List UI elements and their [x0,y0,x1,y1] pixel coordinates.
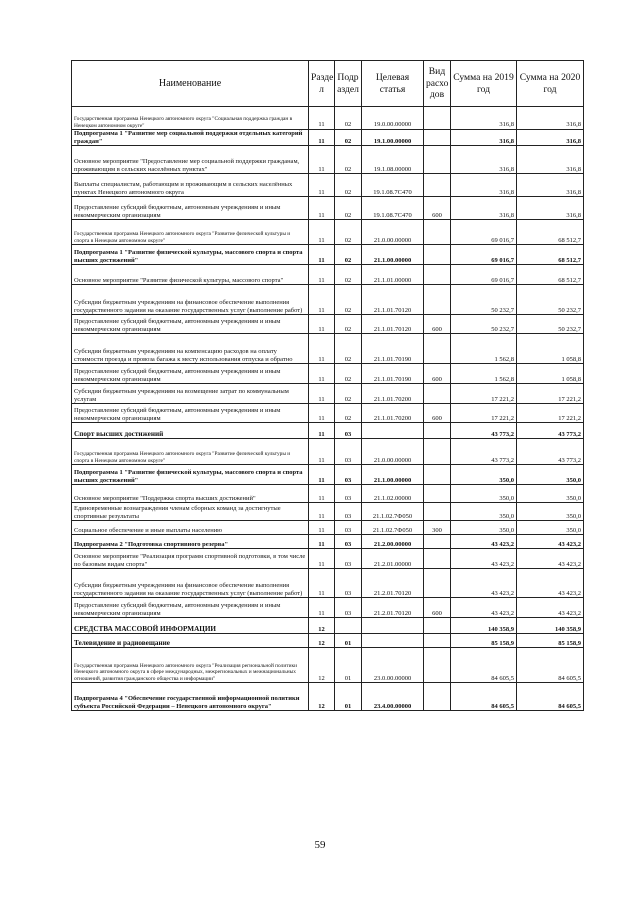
row-target: 21.2.01.00000 [362,549,424,569]
row-podrazdel: 01 [335,634,362,648]
row-target: 19.0.00.00000 [362,107,424,130]
table-row [72,197,584,220]
row-sum-2020: 50 232,7 [517,285,584,315]
row-sum-2020: 1 058,8 [517,334,584,364]
row-podrazdel: 03 [335,549,362,569]
row-sum-2020: 316,8 [517,197,584,220]
header-podrazdel: Подр аздел [335,61,362,107]
row-sum-2019: 17 221,2 [451,404,517,423]
row-razdel: 11 [309,107,335,130]
table-row [72,265,584,285]
row-vid [424,648,451,683]
budget-sheet [71,60,583,711]
row-target: 21.1.01.70120 [362,315,424,334]
row-sum-2020: 43 423,2 [517,569,584,598]
row-podrazdel: 02 [335,334,362,364]
table-row [72,174,584,197]
row-razdel: 11 [309,465,335,485]
header-row [72,61,584,107]
row-name: Единовременные вознаграждения членам сборных команд за достигнутые спортивные результаты [72,503,309,521]
row-name: Телевидение и радиовещание [72,634,309,648]
row-sum-2019: 17 221,2 [451,384,517,404]
row-vid [424,285,451,315]
row-name: Субсидии бюджетным учреждениям на финансовое обеспечение выполнения государственного задания на оказание государственных услуг (выполнение работ) [72,569,309,598]
row-target: 21.1.01.70190 [362,334,424,364]
row-podrazdel: 03 [335,569,362,598]
row-vid [424,439,451,465]
table-row [72,439,584,465]
row-vid [424,220,451,245]
row-vid [424,535,451,549]
row-vid [424,503,451,521]
row-target: 23.4.00.00000 [362,683,424,711]
row-sum-2020: 43 773,2 [517,439,584,465]
row-podrazdel: 02 [335,107,362,130]
row-razdel: 11 [309,404,335,423]
row-sum-2019: 316,8 [451,130,517,146]
row-razdel: 12 [309,683,335,711]
row-sum-2020: 350,0 [517,503,584,521]
row-sum-2019: 84 605,5 [451,648,517,683]
row-sum-2020: 316,8 [517,130,584,146]
row-podrazdel: 02 [335,285,362,315]
row-vid [424,465,451,485]
row-target: 21.1.01.00000 [362,265,424,285]
table-row [72,465,584,485]
table-row [72,107,584,130]
row-razdel: 11 [309,364,335,384]
row-razdel: 12 [309,618,335,634]
row-name: СРЕДСТВА МАССОВОЙ ИНФОРМАЦИИ [72,618,309,634]
row-target: 21.1.01.70200 [362,384,424,404]
row-vid: 600 [424,197,451,220]
row-razdel: 11 [309,598,335,618]
row-podrazdel: 02 [335,404,362,423]
row-sum-2019: 1 562,8 [451,364,517,384]
row-vid [424,683,451,711]
row-podrazdel: 02 [335,197,362,220]
row-sum-2020: 140 358,9 [517,618,584,634]
row-podrazdel: 03 [335,465,362,485]
row-sum-2020: 68 512,7 [517,265,584,285]
row-razdel: 11 [309,485,335,503]
row-podrazdel: 03 [335,423,362,439]
row-target: 19.1.00.00000 [362,130,424,146]
page-number: 59 [314,839,326,851]
row-sum-2020: 43 423,2 [517,598,584,618]
row-target: 23.0.00.00000 [362,648,424,683]
row-name: Предоставление субсидий бюджетным, автономным учреждениям и иным некоммерческим организациям [72,404,309,423]
row-vid [424,549,451,569]
row-target: 19.1.08.00000 [362,146,424,174]
row-razdel: 11 [309,265,335,285]
row-sum-2019: 50 232,7 [451,285,517,315]
row-podrazdel: 02 [335,265,362,285]
row-target [362,618,424,634]
row-sum-2019: 85 158,9 [451,634,517,648]
row-sum-2019: 43 423,2 [451,535,517,549]
row-sum-2020: 84 605,5 [517,648,584,683]
table-row [72,384,584,404]
row-vid [424,174,451,197]
row-target: 21.1.01.70120 [362,285,424,315]
row-sum-2019: 50 232,7 [451,315,517,334]
table-row [72,549,584,569]
row-vid: 600 [424,364,451,384]
row-sum-2019: 69 016,7 [451,245,517,265]
header-sum-2020: Сумма на 2020 год [517,61,584,107]
row-sum-2019: 316,8 [451,107,517,130]
row-name: Субсидии бюджетным учреждениям на финансовое обеспечение выполнения государственного задания на оказание государственных услуг (выполнение работ) [72,285,309,315]
row-target: 21.0.00.00000 [362,439,424,465]
row-sum-2019: 350,0 [451,465,517,485]
row-razdel: 11 [309,535,335,549]
row-vid: 600 [424,404,451,423]
row-vid: 600 [424,315,451,334]
row-vid [424,107,451,130]
row-name: Государственная программа Ненецкого автономного округа "Социальная поддержка граждан в Ненецком автономном округе" [72,107,309,130]
row-sum-2019: 316,8 [451,174,517,197]
table-body [72,107,584,711]
row-name: Предоставление субсидий бюджетным, автономным учреждениям и иным некоммерческим организациям [72,598,309,618]
row-target: 21.1.02.7Ф050 [362,521,424,535]
header-vid: Вид расхо дов [424,61,451,107]
table-row [72,683,584,711]
row-target: 21.2.01.70120 [362,569,424,598]
row-podrazdel: 02 [335,130,362,146]
row-target: 21.1.01.70200 [362,404,424,423]
row-name: Государственная программа Ненецкого автономного округа "Развитие физической культуры и спорта в Ненецком автономном округе" [72,439,309,465]
table-row [72,220,584,245]
row-name: Государственная программа Ненецкого автономного округа "Реализация региональной политики Ненецкого автономного округа в сфере международных, межрегиональных и межнациональных отношений, развития гражданского общества и информации" [72,648,309,683]
table-row [72,315,584,334]
row-name: Подпрограмма 1 "Развитие физической культуры, массового спорта и спорта высших достижений" [72,245,309,265]
row-sum-2019: 69 016,7 [451,220,517,245]
row-sum-2020: 1 058,8 [517,364,584,384]
table-row [72,521,584,535]
row-name: Основное мероприятие "Предоставление мер социальной поддержки гражданам, проживающим в сельских населённых пунктах" [72,146,309,174]
row-sum-2019: 43 423,2 [451,549,517,569]
row-podrazdel [335,618,362,634]
row-podrazdel: 02 [335,315,362,334]
table-row [72,648,584,683]
row-sum-2020: 84 605,5 [517,683,584,711]
row-sum-2019: 316,8 [451,146,517,174]
row-sum-2019: 69 016,7 [451,265,517,285]
row-name: Субсидии бюджетным учреждениям на компенсацию расходов на оплату стоимости проезда и провоза багажа к месту использования отпуска и обратно [72,334,309,364]
row-name: Государственная программа Ненецкого автономного округа "Развитие физической культуры и спорта в Ненецком автономном округе" [72,220,309,245]
row-podrazdel: 03 [335,535,362,549]
row-razdel: 11 [309,334,335,364]
row-razdel: 11 [309,549,335,569]
row-sum-2019: 43 773,2 [451,423,517,439]
row-razdel: 11 [309,220,335,245]
row-razdel: 11 [309,197,335,220]
row-razdel: 11 [309,174,335,197]
row-sum-2019: 350,0 [451,485,517,503]
row-name: Предоставление субсидий бюджетным, автономным учреждениям и иным некоммерческим организациям [72,315,309,334]
table-row [72,535,584,549]
row-target: 21.1.02.00000 [362,485,424,503]
row-name: Подпрограмма 1 "Развитие физической культуры, массового спорта и спорта высших достижений" [72,465,309,485]
row-name: Подпрограмма 2 "Подготовка спортивного резерва" [72,535,309,549]
row-sum-2019: 84 605,5 [451,683,517,711]
row-name: Субсидии бюджетным учреждениям на возмещение затрат по коммунальным услугам [72,384,309,404]
header-razdel: Разде л [309,61,335,107]
row-target: 21.1.00.00000 [362,245,424,265]
row-podrazdel: 01 [335,648,362,683]
row-razdel: 11 [309,130,335,146]
row-sum-2020: 17 221,2 [517,404,584,423]
row-sum-2020: 350,0 [517,485,584,503]
row-podrazdel: 02 [335,220,362,245]
table-row [72,146,584,174]
row-podrazdel: 02 [335,384,362,404]
row-sum-2020: 68 512,7 [517,245,584,265]
row-razdel: 11 [309,384,335,404]
row-vid [424,130,451,146]
row-sum-2019: 350,0 [451,521,517,535]
row-target: 19.1.08.7С470 [362,174,424,197]
row-target [362,634,424,648]
row-razdel: 11 [309,315,335,334]
row-razdel: 11 [309,285,335,315]
row-sum-2020: 68 512,7 [517,220,584,245]
row-target [362,423,424,439]
table-row [72,285,584,315]
row-sum-2020: 43 423,2 [517,535,584,549]
row-name: Основное мероприятие "Реализация программ спортивной подготовки, в том числе по базовым видам спорта" [72,549,309,569]
row-podrazdel: 03 [335,485,362,503]
row-sum-2019: 316,8 [451,197,517,220]
row-target: 21.0.00.00000 [362,220,424,245]
row-sum-2019: 1 562,8 [451,334,517,364]
row-vid: 300 [424,521,451,535]
row-podrazdel: 01 [335,683,362,711]
row-vid [424,618,451,634]
row-podrazdel: 02 [335,146,362,174]
header-target: Целевая статья [362,61,424,107]
row-target: 21.1.01.70190 [362,364,424,384]
table-row [72,364,584,384]
row-podrazdel: 03 [335,503,362,521]
row-vid [424,569,451,598]
row-target: 21.2.00.00000 [362,535,424,549]
row-razdel: 12 [309,634,335,648]
row-name: Основное мероприятие "Поддержка спорта высших достижений" [72,485,309,503]
row-name: Основное мероприятие "Развитие физической культуры, массового спорта" [72,265,309,285]
row-vid [424,423,451,439]
row-name: Предоставление субсидий бюджетным, автономным учреждениям и иным некоммерческим организациям [72,197,309,220]
row-name: Подпрограмма 4 "Обеспечение государственной информационной политики субъекта Российской Федерации – Ненецкого автономного округа" [72,683,309,711]
row-vid [424,245,451,265]
row-vid [424,334,451,364]
row-name: Предоставление субсидий бюджетным, автономным учреждениям и иным некоммерческим организациям [72,364,309,384]
row-razdel: 11 [309,521,335,535]
row-sum-2019: 43 423,2 [451,598,517,618]
row-sum-2020: 43 773,2 [517,423,584,439]
row-podrazdel: 03 [335,521,362,535]
table-row [72,423,584,439]
row-sum-2020: 50 232,7 [517,315,584,334]
row-sum-2020: 85 158,9 [517,634,584,648]
row-vid [424,485,451,503]
row-razdel: 12 [309,648,335,683]
row-razdel: 11 [309,146,335,174]
row-name: Спорт высших достижений [72,423,309,439]
row-sum-2019: 350,0 [451,503,517,521]
row-sum-2020: 316,8 [517,174,584,197]
header-name: Наименование [72,61,309,107]
row-vid [424,265,451,285]
row-sum-2020: 316,8 [517,107,584,130]
budget-table [71,60,584,711]
row-name: Подпрограмма 1 "Развитие мер социальной поддержки отдельных категорий граждан" [72,130,309,146]
table-row [72,598,584,618]
row-name: Социальное обеспечение и иные выплаты населению [72,521,309,535]
table-row [72,618,584,634]
table-row [72,130,584,146]
row-target: 21.1.00.00000 [362,465,424,485]
row-vid [424,384,451,404]
row-razdel: 11 [309,423,335,439]
header-sum-2019: Сумма на 2019 год [451,61,517,107]
row-sum-2020: 17 221,2 [517,384,584,404]
row-target: 21.2.01.70120 [362,598,424,618]
row-vid [424,146,451,174]
table-row [72,245,584,265]
row-vid: 600 [424,598,451,618]
row-name: Выплаты специалистам, работающим и проживающим в сельских населённых пунктах Ненецкого автономного округа [72,174,309,197]
row-target: 19.1.08.7С470 [362,197,424,220]
row-sum-2020: 350,0 [517,465,584,485]
row-target: 21.1.02.7Ф050 [362,503,424,521]
row-podrazdel: 03 [335,598,362,618]
row-sum-2020: 43 423,2 [517,549,584,569]
row-podrazdel: 02 [335,245,362,265]
row-podrazdel: 03 [335,439,362,465]
row-razdel: 11 [309,439,335,465]
table-row [72,634,584,648]
row-podrazdel: 02 [335,174,362,197]
table-row [72,485,584,503]
table-row [72,404,584,423]
row-razdel: 11 [309,245,335,265]
row-sum-2020: 316,8 [517,146,584,174]
row-sum-2019: 43 773,2 [451,439,517,465]
row-vid [424,634,451,648]
row-razdel: 11 [309,569,335,598]
table-row [72,503,584,521]
row-podrazdel: 02 [335,364,362,384]
table-row [72,334,584,364]
row-sum-2019: 43 423,2 [451,569,517,598]
row-sum-2020: 350,0 [517,521,584,535]
row-sum-2019: 140 358,9 [451,618,517,634]
table-row [72,569,584,598]
row-razdel: 11 [309,503,335,521]
